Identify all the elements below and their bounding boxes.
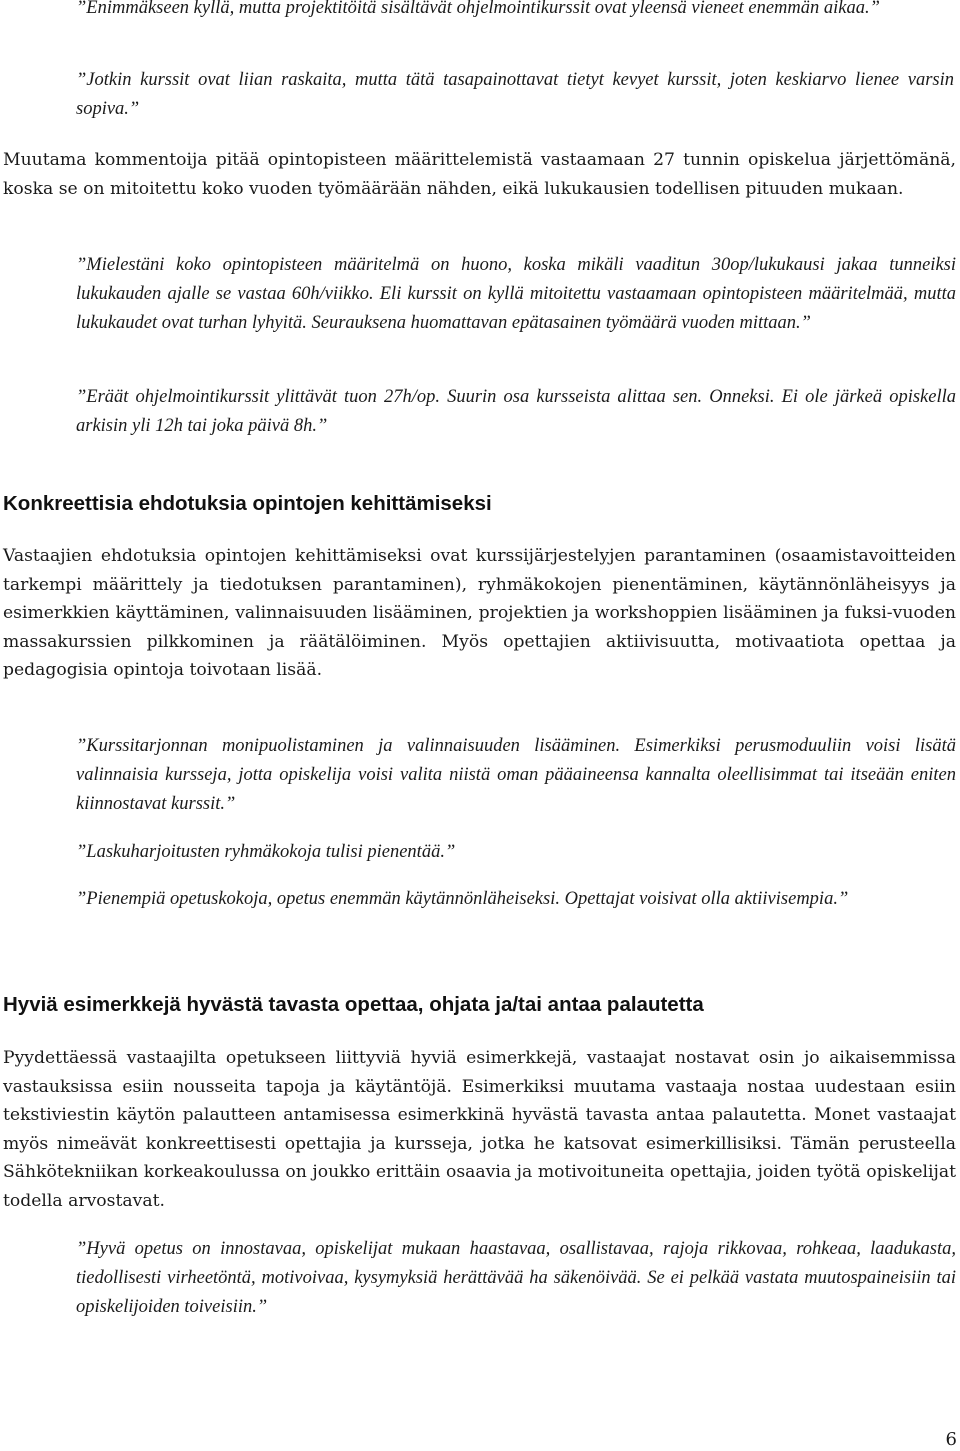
paragraph-workload-block bbox=[0, 146, 960, 203]
paragraph-suggestions-block bbox=[0, 542, 960, 685]
paragraph-examples-block bbox=[0, 1044, 960, 1215]
quote-block-workload-1 bbox=[0, 251, 960, 338]
section-heading-suggestions-block bbox=[0, 491, 960, 517]
quote-block-top-2 bbox=[0, 66, 960, 124]
paragraph-workload: Muutama kommentoija pitää opintopisteen määrittelemistä vastaamaan 27 tunnin opiskelua järjettömänä, koska se on mitoitettu koko vuoden työmäärään nähden, eikä lukukausien todellisen pituuden mukaan. bbox=[3, 150, 956, 199]
page-number: 6 bbox=[945, 1429, 957, 1450]
quote: ”Hyvä opetus on innostavaa, opiskelijat mukaan haastavaa, osallistavaa, rajoja rikkovaa, rohkeaa, laadukasta, tiedollisesti virheetöntä, motivoivaa, kysymyksiä herättävää ha säkenöivää. Se ei pelkää vastata muutospaineisiin tai opiskelijoiden toiveisiin.” bbox=[76, 1239, 956, 1317]
paragraph-examples: Pyydettäessä vastaajilta opetukseen liittyviä hyviä esimerkkejä, vastaajat nostavat osin jo aikaisemmissa vastauksissa esiin nousseita tapoja ja käytäntöjä. Esimerkiksi muutama vastaaja nostaa uudestaan esiin tekstiviestin käytön palautteen antamisessa esimerkkinä hyvästä tavasta antaa palautetta. Monet vastaajat myös nimeävät konkreettisesti opettajia ja kursseja, jotka he katsovat esimerkillisiksi. Tämän perusteella Sähkötekniikan korkeakoulussa on joukko erittäin osaavia ja motivoituneita opettajia, joiden työtä opiskelijat todella arvostavat. bbox=[3, 1048, 956, 1211]
quote-block-suggestions-1 bbox=[0, 732, 960, 819]
section-heading-examples-block bbox=[0, 992, 960, 1018]
quote: ”Laskuharjoitusten ryhmäkokoja tulisi pienentää.” bbox=[76, 842, 456, 862]
section-heading-examples: Hyviä esimerkkejä hyvästä tavasta opettaa, ohjata ja/tai antaa palautetta bbox=[3, 993, 704, 1016]
section-heading-suggestions: Konkreettisia ehdotuksia opintojen kehittämiseksi bbox=[3, 492, 492, 515]
quote-block-suggestions-2 bbox=[0, 838, 960, 867]
quote-block-suggestions-3 bbox=[0, 885, 960, 914]
quote: ”Enimmäkseen kyllä, mutta projektitöitä sisältävät ohjelmointikurssit ovat yleensä vieneet enemmän aikaa.” bbox=[76, 0, 880, 18]
quote: ”Kurssitarjonnan monipuolistaminen ja valinnaisuuden lisääminen. Esimerkiksi perusmoduuliin voisi lisätä valinnaisia kursseja, jotta opiskelija voisi valita niistä oman pääaineensa kannalta oleellisimmat tai itseään eniten kiinnostavat kurssit.” bbox=[76, 736, 956, 814]
quote: ”Jotkin kurssit ovat liian raskaita, mutta tätä tasapainottavat tietyt kevyet kurssit, joten keskiarvo lienee varsin sopiva.” bbox=[76, 70, 954, 119]
quote-block-workload-2 bbox=[0, 383, 960, 441]
quote: ”Eräät ohjelmointikurssit ylittävät tuon 27h/op. Suurin osa kursseista alittaa sen. Onneksi. Ei ole järkeä opiskella arkisin yli 12h tai joka päivä 8h.” bbox=[76, 387, 956, 436]
quote: ”Pienempiä opetuskokoja, opetus enemmän käytännönläheiseksi. Opettajat voisivat olla aktiivisempia.” bbox=[76, 889, 849, 909]
paragraph-suggestions: Vastaajien ehdotuksia opintojen kehittämiseksi ovat kurssijärjestelyjen parantaminen (osaamistavoitteiden tarkempi määrittely ja tiedotuksen parantaminen), ryhmäkokojen pienentäminen, käytännönläheisyys ja esimerkkien käyttäminen, valinnaisuuden lisääminen, projektien ja workshoppien lisääminen ja fuksi-vuoden massakurssien pilkkominen ja räätälöiminen. Myös opettajien aktiivisuutta, motivaatiota opettaa ja pedagogisia opintoja toivotaan lisää. bbox=[3, 546, 956, 680]
quote-block-examples-1 bbox=[0, 1235, 960, 1322]
quote: ”Mielestäni koko opintopisteen määritelmä on huono, koska mikäli vaaditun 30op/lukukausi jakaa tunneiksi lukukauden ajalle se vastaa 60h/viikko. Eli kurssit on kyllä mitoitettu vastaamaan opintopisteen määritelmää, mutta lukukaudet ovat turhan lyhyitä. Seurauksena huomattavan epätasainen työmäärä vuoden mittaan.” bbox=[76, 255, 956, 333]
quote-block-top-1 bbox=[0, 0, 960, 23]
